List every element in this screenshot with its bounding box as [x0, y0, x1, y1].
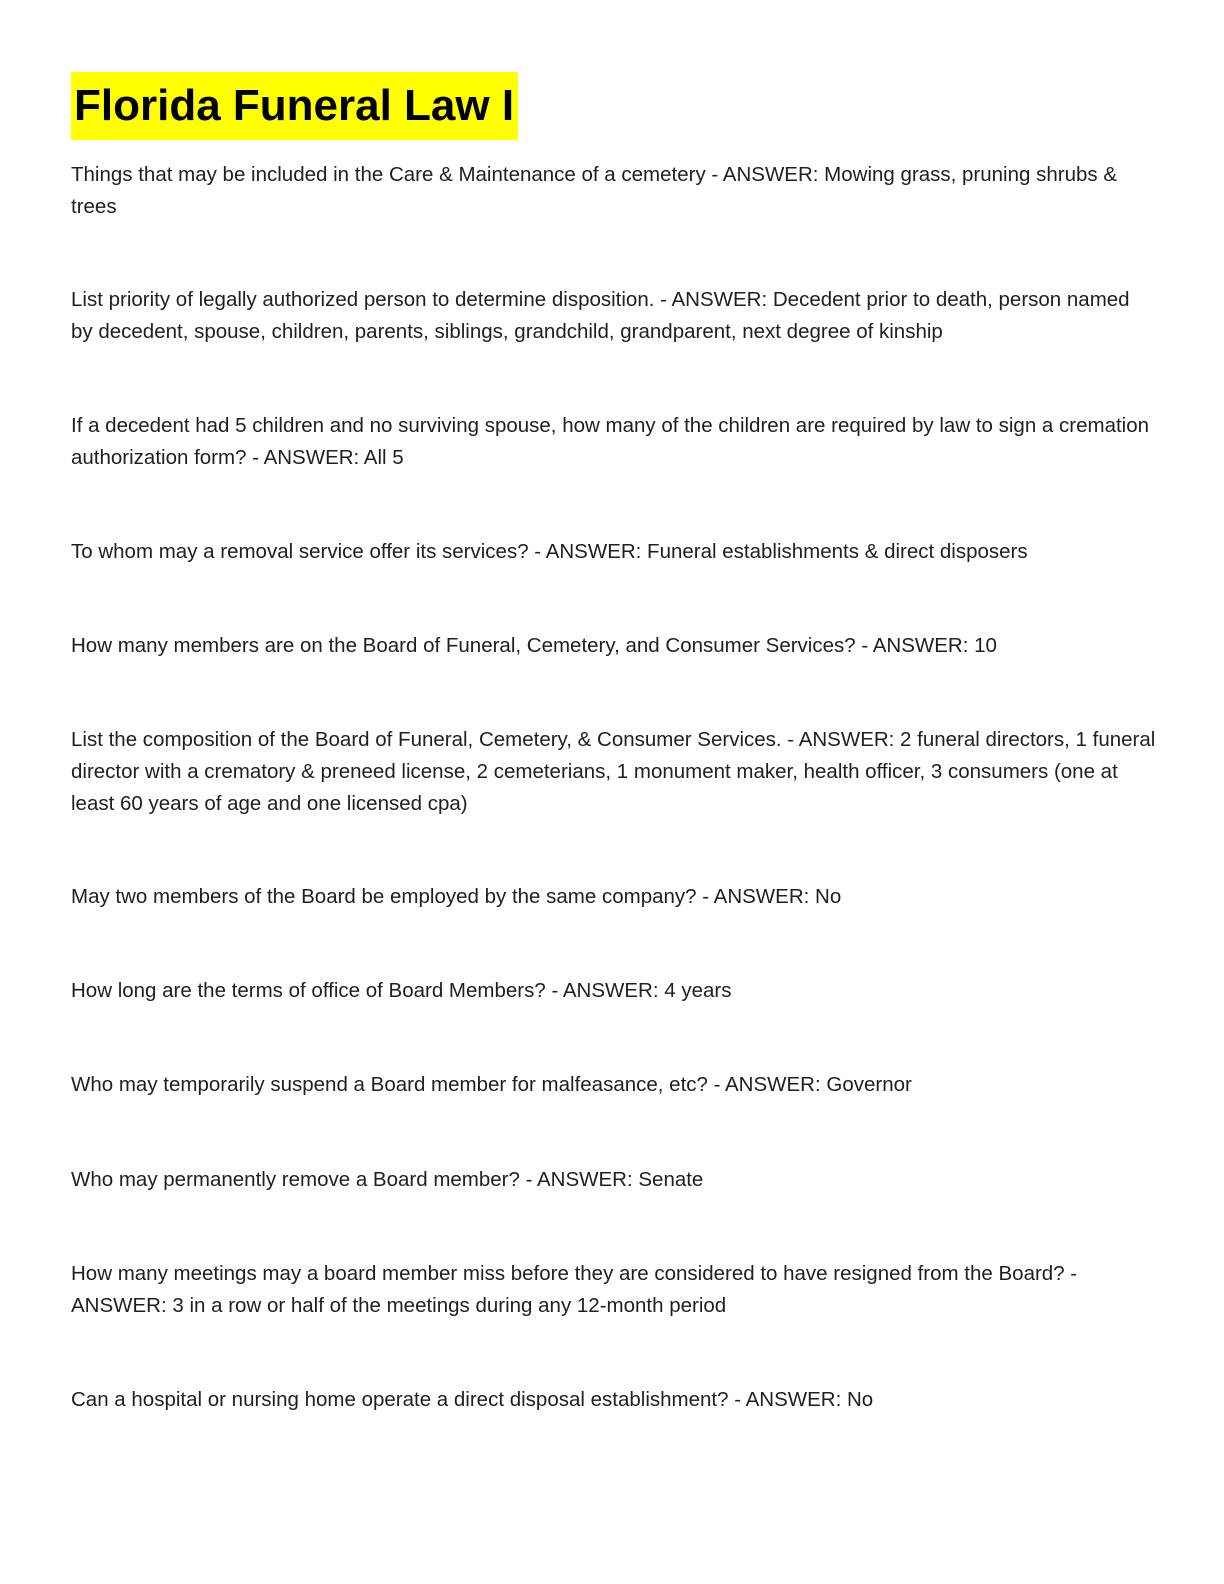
qa-item: How long are the terms of office of Board Members? - ANSWER: 4 years — [71, 979, 732, 1002]
qa-item: Who may temporarily suspend a Board member for malfeasance, etc? - ANSWER: Governor — [71, 1073, 912, 1096]
qa-item: List the composition of the Board of Funeral, Cemetery, & Consumer Services. - ANSWER: 2 funeral directors, 1 funeral director with a crematory & preneed license, 2 cemeterians, 1 monument maker, health officer, 3 consumers (one at least 60 years of age and one licensed cpa) — [71, 728, 1156, 815]
qa-item: How many members are on the Board of Funeral, Cemetery, and Consumer Services? - ANSWER: 10 — [71, 634, 997, 657]
qa-item: List priority of legally authorized person to determine disposition. - ANSWER: Decedent prior to death, person named by decedent, spouse, children, parents, siblings, grandchild, grandparent, next degree of kinship — [71, 288, 1130, 343]
qa-item: To whom may a removal service offer its services? - ANSWER: Funeral establishments & direct disposers — [71, 540, 1028, 563]
qa-item: Who may permanently remove a Board member? - ANSWER: Senate — [71, 1168, 704, 1191]
qa-item: How many meetings may a board member miss before they are considered to have resigned from the Board? - ANSWER: 3 in a row or half of the meetings during any 12-month period — [71, 1262, 1078, 1317]
qa-item: Things that may be included in the Care & Maintenance of a cemetery - ANSWER: Mowing grass, pruning shrubs & trees — [71, 163, 1118, 218]
qa-item: May two members of the Board be employed by the same company? - ANSWER: No — [71, 885, 842, 908]
page-title: Florida Funeral Law I — [71, 72, 518, 140]
qa-item: If a decedent had 5 children and no surviving spouse, how many of the children are required by law to sign a cremation authorization form? - ANSWER: All 5 — [71, 414, 1150, 469]
qa-item: Can a hospital or nursing home operate a direct disposal establishment? - ANSWER: No — [71, 1388, 874, 1411]
